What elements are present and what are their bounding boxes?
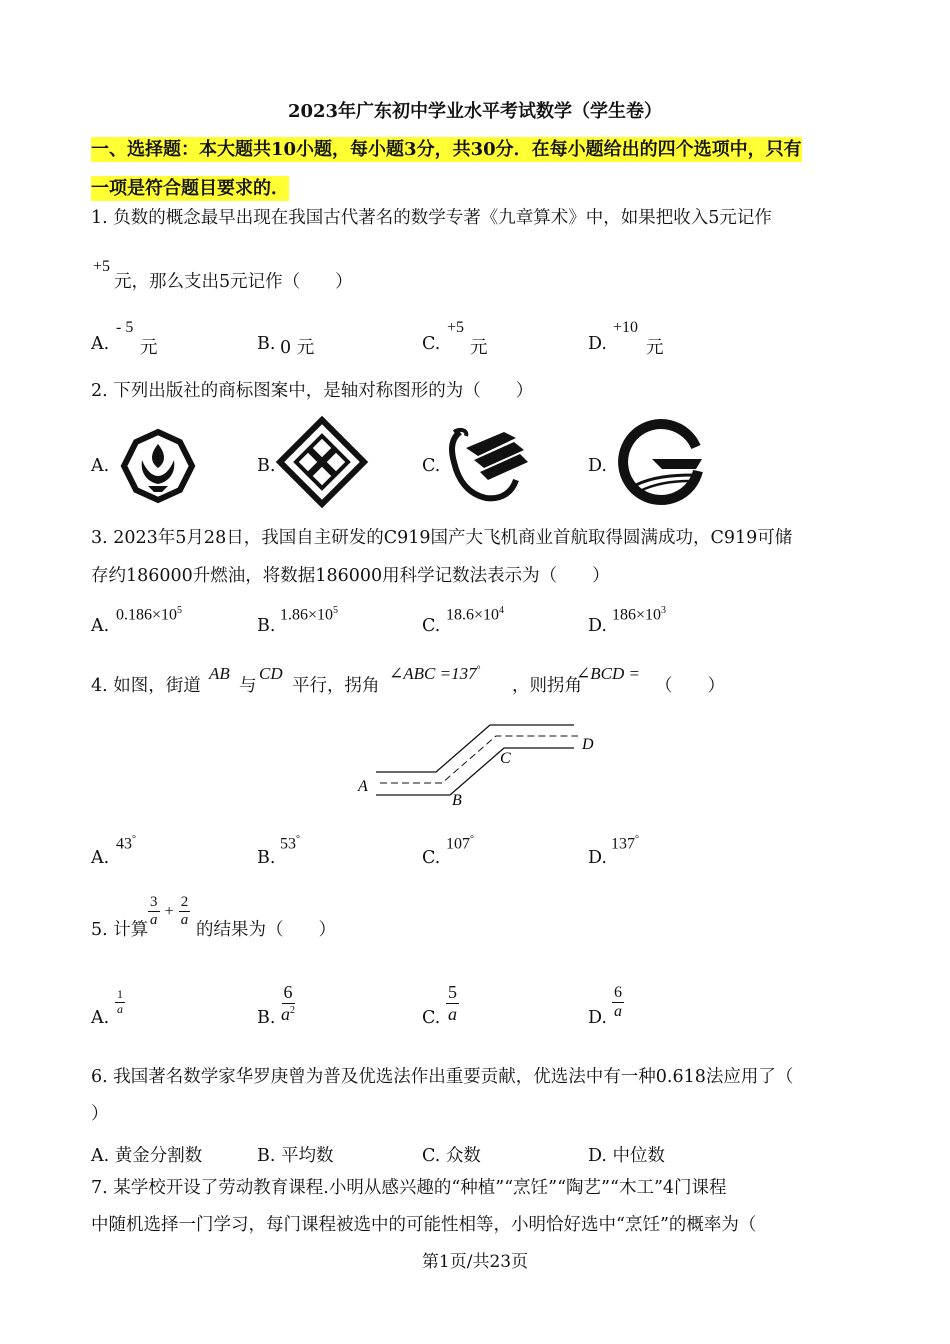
- q5-fraction-1: [148, 894, 160, 930]
- q5-option-b-fraction: [281, 982, 295, 1024]
- q5-f1-num: 3: [148, 894, 160, 912]
- q1-option-a-unit: 元: [140, 338, 158, 358]
- street-figure: [350, 715, 610, 810]
- publisher-logo-b-icon: [278, 418, 366, 506]
- q4-angle2: ∠BCD =: [576, 664, 640, 683]
- q5-option-b-den: a: [281, 1003, 290, 1024]
- q5-f1-den: a: [150, 912, 158, 929]
- q3-option-b-exp: 5: [333, 605, 339, 616]
- q6-option-b: B. 平均数: [257, 1146, 334, 1166]
- publisher-logo-c-icon: [446, 428, 532, 502]
- q1-option-b-label: B.: [257, 334, 276, 354]
- q4-angle1: [389, 664, 481, 684]
- q5-option-a-label: A.: [91, 1008, 110, 1028]
- q5-option-b-frac: [281, 982, 295, 1024]
- q6-option-c: C. 众数: [422, 1146, 481, 1166]
- q1-expr: +5: [93, 258, 111, 275]
- q3-option-d-base: 186×10: [612, 606, 662, 624]
- q3-option-a-label: A.: [91, 616, 110, 636]
- q4-option-d-deg: °: [635, 834, 639, 845]
- publisher-logo-a-icon: [122, 430, 194, 502]
- q6-option-a: A. 黄金分割数: [91, 1146, 203, 1166]
- page-footer: 第1页/共23页: [421, 1252, 529, 1272]
- q2-line1: 2. 下列出版社的商标图案中，是轴对称图形的为（ ）: [91, 381, 534, 401]
- q5-fraction-2: [179, 894, 191, 930]
- q5-prefix: 5. 计算: [91, 920, 149, 940]
- q4-then: ，则拐角: [512, 676, 582, 696]
- q1-option-b-text: 0 元: [280, 338, 315, 358]
- q3-option-c-exp: 4: [499, 605, 505, 616]
- q4-option-b-value: [280, 834, 300, 853]
- q5-option-a-num: 1: [117, 987, 123, 1001]
- q1-option-d-unit: 元: [646, 338, 664, 358]
- q2-option-d-label: D.: [588, 456, 607, 476]
- q3-option-d-value: [612, 605, 666, 624]
- q5-option-c-fraction: [446, 982, 459, 1024]
- q4-option-c-deg: °: [470, 834, 474, 845]
- q5-option-d-fraction: [612, 984, 624, 1022]
- q3-option-c-label: C.: [422, 616, 441, 636]
- q2-option-a-label: A.: [91, 456, 110, 476]
- section-header-line2: [91, 174, 289, 200]
- q1-option-c-unit: 元: [470, 338, 488, 358]
- figure-label-c: C: [500, 750, 511, 767]
- q5-option-b-exp: 2: [290, 1004, 295, 1016]
- q4-mid: 平行，拐角: [292, 676, 380, 696]
- q4-cd: CD: [259, 664, 283, 683]
- q5-plus: +: [164, 902, 174, 920]
- q4-paren: （ ）: [655, 676, 725, 696]
- q5-f2-den: a: [180, 912, 189, 929]
- q4-option-a-number: 43: [116, 835, 132, 853]
- q4-option-b-number: 53: [280, 835, 296, 853]
- q3-option-d-exp: 3: [661, 605, 667, 616]
- q4-option-b-label: B.: [257, 848, 276, 868]
- q3-option-d-label: D.: [588, 616, 607, 636]
- q1-line1: 1. 负数的概念最早出现在我国古代著名的数学专著《九章算术》中，如果把收入5元记作: [91, 208, 772, 228]
- q3-line1: 3. 2023年5月28日，我国自主研发的C919国产大飞机商业首航取得圆满成功，C919可储: [91, 528, 793, 548]
- section-header-text-1: 一、选择题：本大题共10小题，每小题3分，共30分．在每小题给出的四个选项中，只有: [91, 139, 802, 160]
- q5-option-b-num: 6: [283, 982, 293, 1002]
- q5-option-c-label: C.: [422, 1008, 441, 1028]
- q3-option-c-value: [446, 605, 504, 624]
- q4-angle1-deg: °: [476, 664, 481, 676]
- q3-option-b-label: B.: [257, 616, 276, 636]
- page-title: 2023年广东初中学业水平考试数学（学生卷）: [287, 101, 663, 122]
- q4-option-b-deg: °: [296, 834, 300, 845]
- q4-ab: AB: [209, 664, 230, 683]
- q4-option-c-number: 107: [446, 835, 470, 853]
- q4-prefix: 4. 如图，街道: [91, 676, 201, 696]
- q1-option-c-expr: +5: [447, 319, 465, 336]
- q3-option-a-exp: 5: [177, 605, 183, 616]
- q4-angle1-text: ∠ABC =137: [389, 664, 477, 683]
- q4-option-d-label: D.: [588, 848, 607, 868]
- q3-option-a-base: 0.186×10: [116, 606, 178, 624]
- q3-option-c-base: 18.6×10: [446, 606, 500, 624]
- q5-option-a-fraction: [115, 988, 125, 1017]
- section-header-line1: [91, 135, 802, 161]
- q6-line2: ）: [91, 1104, 109, 1124]
- q4-option-c-value: [446, 834, 474, 853]
- q4-and: 与: [239, 676, 257, 696]
- q5-option-b-label: B.: [257, 1008, 276, 1028]
- figure-label-b: B: [452, 792, 462, 809]
- q7-line1: 7. 某学校开设了劳动教育课程.小明从感兴趣的“种植”“烹饪”“陶艺”“木工”4门课程: [91, 1178, 727, 1198]
- q5-option-d-num: 6: [612, 984, 624, 1003]
- q6-line1: 6. 我国著名数学家华罗庚曾为普及优选法作出重要贡献，优选法中有一种0.618法应用了（: [91, 1067, 794, 1087]
- q4-option-a-deg: °: [132, 834, 136, 845]
- q5-option-d-frac: [612, 984, 624, 1022]
- q4-option-d-number: 137: [611, 835, 635, 853]
- q1-option-d-label: D.: [588, 334, 607, 354]
- q4-option-a-label: A.: [91, 848, 110, 868]
- q5-option-b-den-wrap: [281, 1004, 295, 1025]
- q5-option-a-frac: [115, 988, 125, 1017]
- q1-option-a-expr: - 5: [116, 319, 134, 336]
- q4-option-d-value: [611, 834, 639, 853]
- q5-expression: [148, 894, 190, 930]
- q1-line2: 元，那么支出5元记作（ ）: [114, 272, 353, 292]
- q6-option-d: D. 中位数: [588, 1146, 666, 1166]
- figure-label-d: D: [582, 736, 594, 753]
- section-header-text-2: 一项是符合题目要求的．: [91, 178, 289, 199]
- q2-option-b-label: B.: [257, 456, 276, 476]
- q5-suffix: 的结果为（ ）: [196, 920, 336, 940]
- q5-option-d-label: D.: [588, 1008, 607, 1028]
- figure-label-a: A: [358, 778, 368, 795]
- publisher-logo-d-icon: [622, 425, 706, 505]
- q1-option-a-label: A.: [91, 334, 110, 354]
- q5-option-c-den: a: [448, 1003, 457, 1024]
- q7-line2: 中随机选择一门学习，每门课程被选中的可能性相等，小明恰好选中“烹饪”的概率为（: [91, 1215, 757, 1235]
- q4-option-c-label: C.: [422, 848, 441, 868]
- q4-option-a-value: [116, 834, 136, 853]
- q3-option-a-value: [116, 605, 182, 624]
- q1-option-c-label: C.: [422, 334, 441, 354]
- q3-option-b-base: 1.86×10: [280, 606, 334, 624]
- q5-option-d-den: a: [614, 1003, 622, 1021]
- q5-option-c-num: 5: [448, 982, 457, 1002]
- q1-option-d-expr: +10: [613, 319, 639, 336]
- q5-option-c-frac: [446, 982, 459, 1024]
- q5-f2-num: 2: [179, 894, 191, 912]
- q3-line2: 存约186000升燃油，将数据186000用科学记数法表示为（ ）: [91, 566, 610, 586]
- q5-option-a-den: a: [117, 1001, 123, 1016]
- q3-option-b-value: [280, 605, 338, 624]
- q2-option-c-label: C.: [422, 456, 441, 476]
